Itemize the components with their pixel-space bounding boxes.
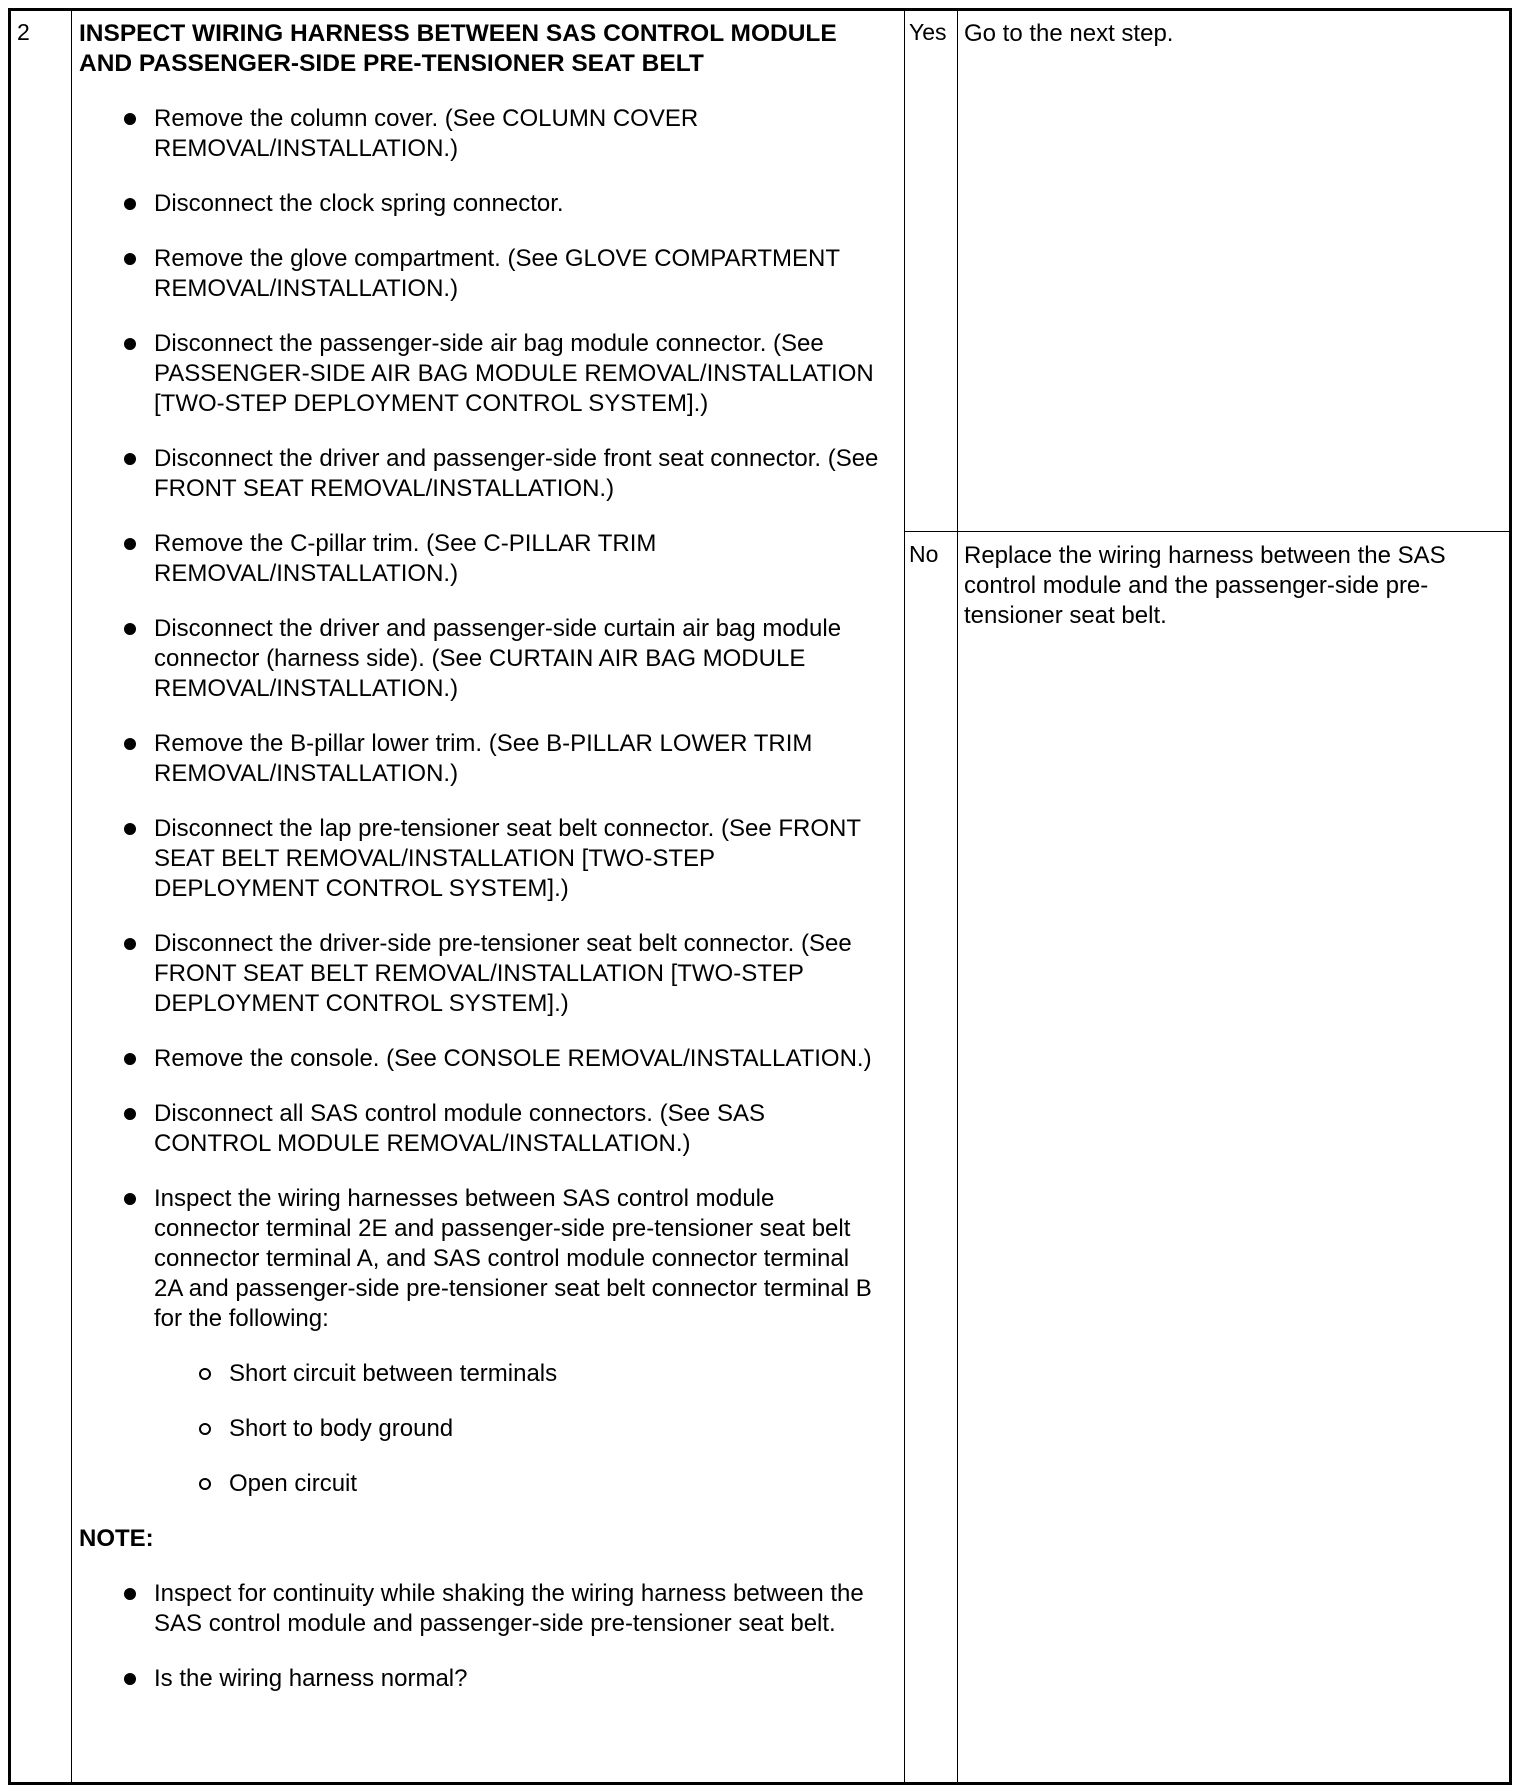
column-divider-main xyxy=(904,11,905,1782)
no-action: Replace the wiring harness between the SAS control module and the passenger-side pre-tensioner seat belt. xyxy=(964,542,1446,629)
no-label: No xyxy=(909,541,939,567)
procedure-item: Disconnect all SAS control module connectors. (See SAS CONTROL MODULE REMOVAL/INSTALLATION.) xyxy=(79,1099,879,1159)
inspection-criteria-list xyxy=(79,1359,879,1499)
diagnostic-table xyxy=(8,8,1512,1785)
criteria-item: Short to body ground xyxy=(79,1414,879,1444)
column-divider-step xyxy=(71,11,72,1782)
procedure-item: Disconnect the driver and passenger-side front seat connector. (See FRONT SEAT REMOVAL/INSTALLATION.) xyxy=(79,444,879,504)
yes-action: Go to the next step. xyxy=(964,20,1174,47)
procedure-item: Remove the glove compartment. (See GLOVE COMPARTMENT REMOVAL/INSTALLATION.) xyxy=(79,244,879,304)
procedure-item: Inspect the wiring harnesses between SAS control module connector terminal 2E and passenger-side pre-tensioner seat belt connector terminal A, and SAS control module connector terminal 2A and passenger-side pre-tensioner seat belt connector terminal B for the following: xyxy=(79,1184,879,1334)
step-title: INSPECT WIRING HARNESS BETWEEN SAS CONTROL MODULE AND PASSENGER-SIDE PRE-TENSIONER SEAT BELT xyxy=(79,20,837,77)
procedure-item: Disconnect the driver-side pre-tensioner seat belt connector. (See FRONT SEAT BELT REMOVAL/INSTALLATION [TWO-STEP DEPLOYMENT CONTROL SYSTEM].) xyxy=(79,929,879,1019)
note-item: Is the wiring harness normal? xyxy=(79,1664,879,1694)
yes-no-divider xyxy=(904,531,1509,532)
yes-label: Yes xyxy=(909,19,947,45)
procedure-item: Remove the column cover. (See COLUMN COVER REMOVAL/INSTALLATION.) xyxy=(79,104,879,164)
note-label: NOTE: xyxy=(79,1525,154,1552)
criteria-item: Short circuit between terminals xyxy=(79,1359,879,1389)
procedure-item: Disconnect the lap pre-tensioner seat belt connector. (See FRONT SEAT BELT REMOVAL/INSTALLATION [TWO-STEP DEPLOYMENT CONTROL SYSTEM].) xyxy=(79,814,879,904)
procedure-item: Remove the console. (See CONSOLE REMOVAL/INSTALLATION.) xyxy=(79,1044,879,1074)
note-item: Inspect for continuity while shaking the wiring harness between the SAS control module and passenger-side pre-tensioner seat belt. xyxy=(79,1579,879,1639)
column-divider-result xyxy=(957,11,958,1782)
procedure-item: Disconnect the clock spring connector. xyxy=(79,189,879,219)
procedure-item: Disconnect the driver and passenger-side curtain air bag module connector (harness side). (See CURTAIN AIR BAG MODULE REMOVAL/INSTALLATION.) xyxy=(79,614,879,704)
procedure-item: Remove the B-pillar lower trim. (See B-PILLAR LOWER TRIM REMOVAL/INSTALLATION.) xyxy=(79,729,879,789)
procedure-item: Disconnect the passenger-side air bag module connector. (See PASSENGER-SIDE AIR BAG MODULE REMOVAL/INSTALLATION [TWO-STEP DEPLOYMENT CONTROL SYSTEM].) xyxy=(79,329,879,419)
procedure-list xyxy=(79,104,879,1334)
criteria-item: Open circuit xyxy=(79,1469,879,1499)
procedure-item: Remove the C-pillar trim. (See C-PILLAR TRIM REMOVAL/INSTALLATION.) xyxy=(79,529,879,589)
step-number: 2 xyxy=(17,19,30,45)
step-content xyxy=(79,19,879,1694)
note-list xyxy=(79,1579,879,1694)
